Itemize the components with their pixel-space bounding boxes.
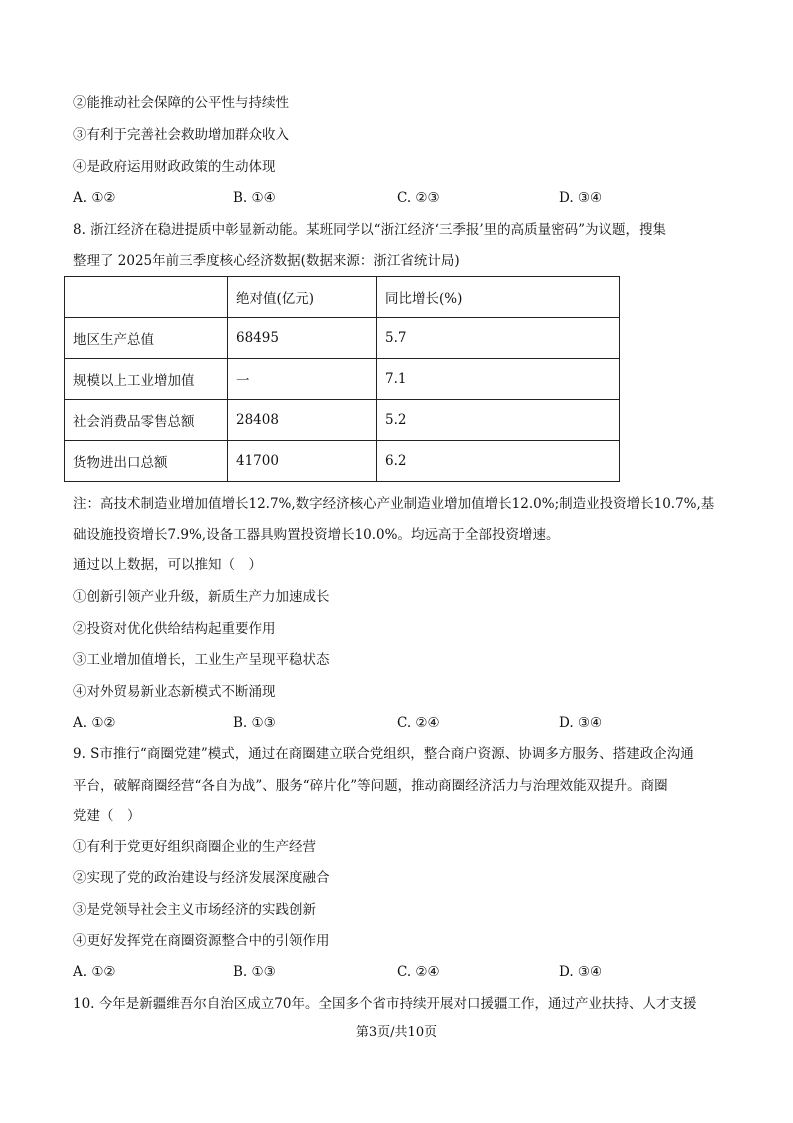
table-cell: 6.2 <box>377 441 620 482</box>
table-header-cell <box>65 277 228 318</box>
q9-item-3: ③是党领导社会主义市场经济的实践创新 <box>73 902 316 918</box>
q8-option-c[interactable]: C. ②④ <box>397 715 440 731</box>
q8-option-a[interactable]: A. ①② <box>73 715 116 731</box>
q9-stem-line-2: 平台，破解商圈经营“各自为战”、服务“碎片化”等问题，推动商圈经济活力与治理效能双提升。商圈 <box>73 778 668 794</box>
q8-option-d[interactable]: D. ③④ <box>559 715 603 731</box>
q9-option-b[interactable]: B. ①③ <box>233 964 276 980</box>
table-row <box>65 441 620 482</box>
q7-option-c[interactable]: C. ②③ <box>397 190 440 206</box>
q8-prompt: 通过以上数据，可以推知（ ） <box>73 557 262 573</box>
q8-item-4: ④对外贸易新业态新模式不断涌现 <box>73 684 276 700</box>
q7-item-3: ③有利于完善社会救助增加群众收入 <box>73 127 289 143</box>
q7-options <box>73 189 733 207</box>
q9-item-1: ①有利于党更好组织商圈企业的生产经营 <box>73 839 316 855</box>
table-cell: 5.2 <box>377 400 620 441</box>
table-row <box>65 318 620 359</box>
table-row <box>65 400 620 441</box>
q8-item-2: ②投资对优化供给结构起重要作用 <box>73 621 276 637</box>
q9-item-2: ②实现了党的政治建设与经济发展深度融合 <box>73 870 330 886</box>
q7-option-d[interactable]: D. ③④ <box>559 190 603 206</box>
q8-stem-line-1: 8. 浙江经济在稳进提质中彰显新动能。某班同学以“浙江经济‘三季报’里的高质量密码”为议题，搜集 <box>73 222 667 238</box>
q8-stem-line-2: 整理了 2025年前三季度核心经济数据(数据来源：浙江省统计局) <box>73 253 460 269</box>
table-header-row <box>65 277 620 318</box>
table-cell: 68495 <box>228 318 377 359</box>
q10-stem-line-1: 10. 今年是新疆维吾尔自治区成立70年。全国多个省市持续开展对口援疆工作，通过产业扶持、人才支援 <box>73 996 697 1012</box>
q9-stem-line-1: 9. S市推行“商圈党建”模式，通过在商圈建立联合党组织，整合商户资源、协调多方服务、搭建政企沟通 <box>73 746 694 762</box>
q9-stem-line-3: 党建（ ） <box>73 808 141 824</box>
q7-option-a[interactable]: A. ①② <box>73 190 116 206</box>
table-cell: 社会消费品零售总额 <box>65 400 228 441</box>
q8-item-1: ①创新引领产业升级，新质生产力加速成长 <box>73 589 330 605</box>
table-cell: 地区生产总值 <box>65 318 228 359</box>
q8-data-table <box>64 276 620 482</box>
table-cell: 7.1 <box>377 359 620 400</box>
q9-item-4: ④更好发挥党在商圈资源整合中的引领作用 <box>73 933 330 949</box>
q9-option-d[interactable]: D. ③④ <box>559 964 603 980</box>
table-cell: 一 <box>228 359 377 400</box>
q7-item-4: ④是政府运用财政政策的生动体现 <box>73 159 276 175</box>
q8-item-3: ③工业增加值增长，工业生产呈现平稳状态 <box>73 652 330 668</box>
q9-option-a[interactable]: A. ①② <box>73 964 116 980</box>
q8-note-line-2: 础设施投资增长7.9%,设备工器具购置投资增长10.0%。均远高于全部投资增速。 <box>73 527 560 543</box>
q8-option-b[interactable]: B. ①③ <box>233 715 276 731</box>
table-row <box>65 359 620 400</box>
q8-note-line-1: 注：高技术制造业增加值增长12.7%,数字经济核心产业制造业增加值增长12.0%;制造业投资增长10.7%,基 <box>73 496 715 512</box>
q7-item-2: ②能推动社会保障的公平性与持续性 <box>73 95 289 111</box>
table-header-cell: 同比增长(%) <box>377 277 620 318</box>
q9-option-c[interactable]: C. ②④ <box>397 964 440 980</box>
q8-options <box>73 714 733 732</box>
q9-options <box>73 963 733 981</box>
table-cell: 规模以上工业增加值 <box>65 359 228 400</box>
table-header-cell: 绝对值(亿元) <box>228 277 377 318</box>
table-cell: 28408 <box>228 400 377 441</box>
table-cell: 5.7 <box>377 318 620 359</box>
table-cell: 41700 <box>228 441 377 482</box>
q7-option-b[interactable]: B. ①④ <box>233 190 276 206</box>
page-footer: 第3页/共10页 <box>355 1025 438 1040</box>
table-cell: 货物进出口总额 <box>65 441 228 482</box>
